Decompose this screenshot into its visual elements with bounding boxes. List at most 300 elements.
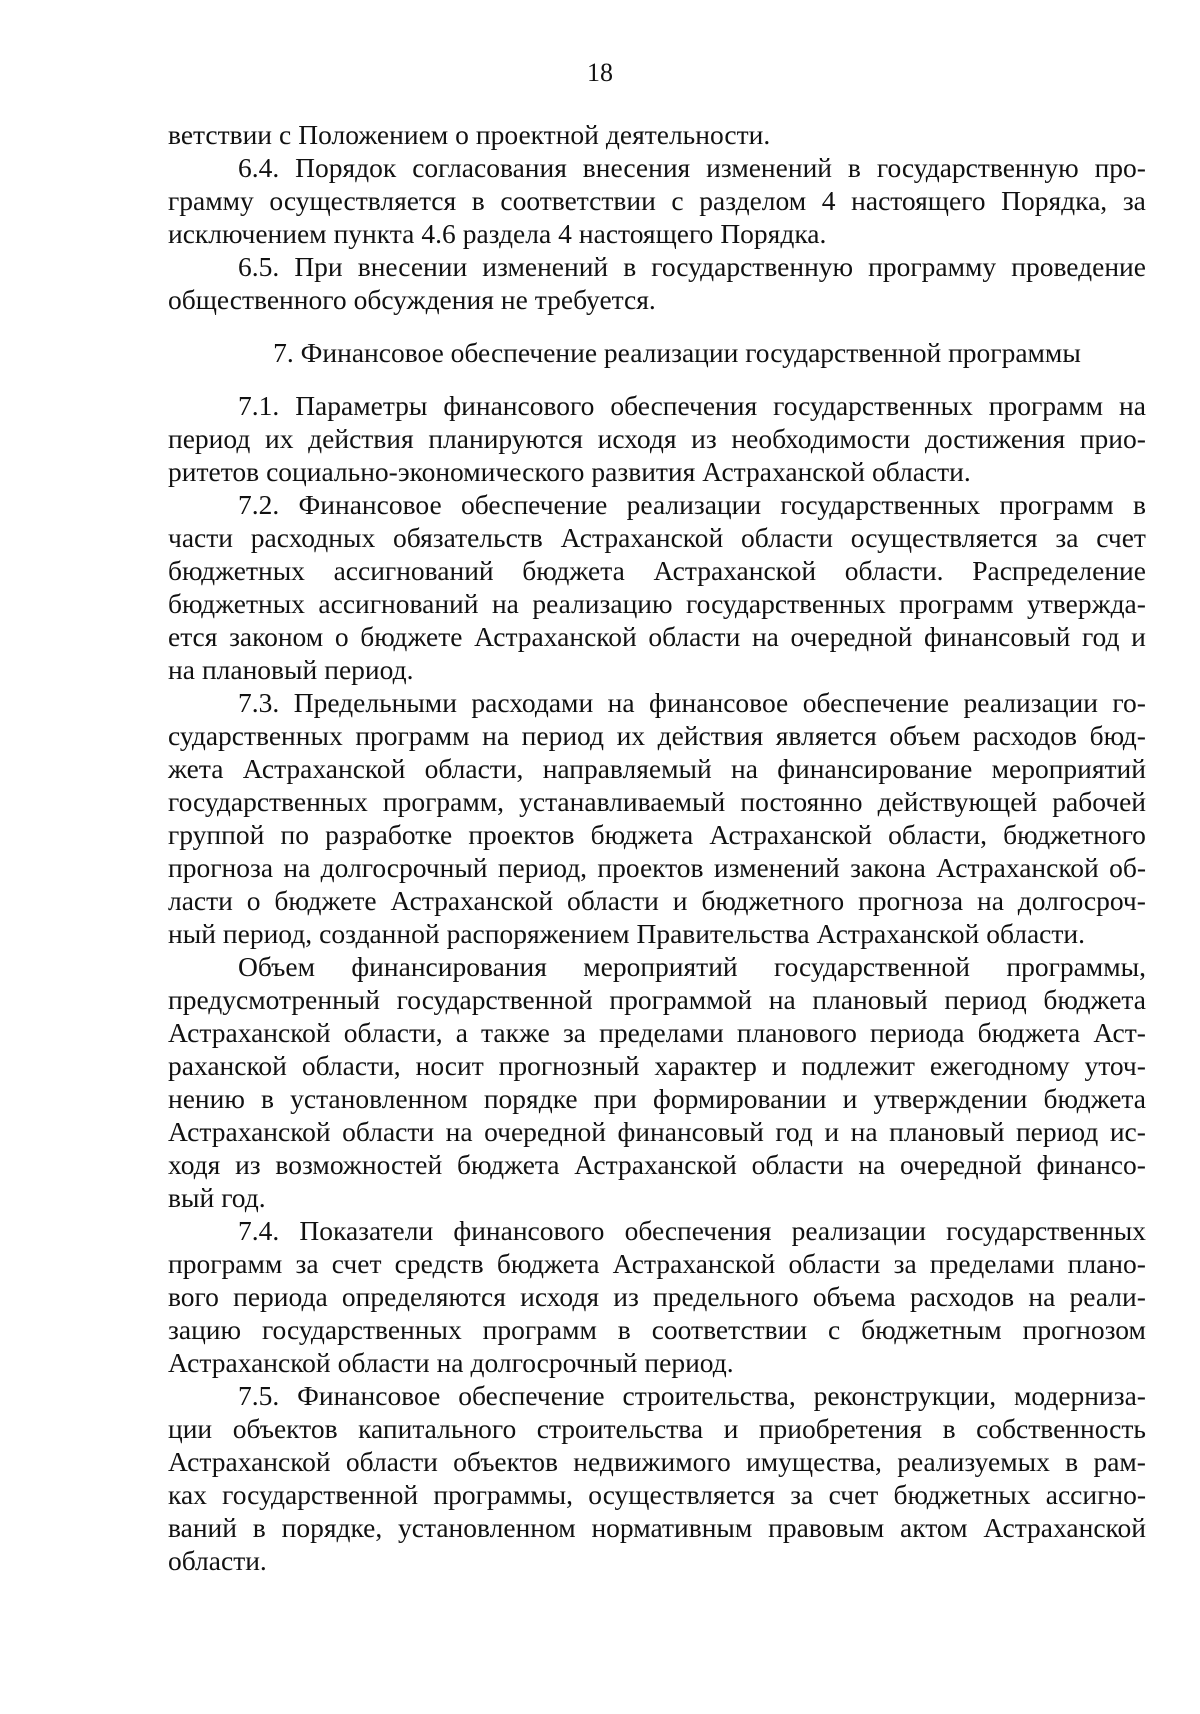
word: объем <box>889 720 961 751</box>
word: области <box>648 621 741 652</box>
word: Астраханской <box>168 1347 331 1378</box>
word: обеспечения <box>610 390 758 421</box>
text-line <box>168 1313 1146 1346</box>
word: области. <box>871 456 971 487</box>
word: государственных <box>686 588 886 619</box>
word: пункта <box>333 218 415 249</box>
word: Распределение <box>972 555 1146 586</box>
word: го- <box>1112 687 1146 718</box>
word: действия <box>657 720 764 751</box>
word: финансирование <box>777 753 973 784</box>
word: реконструкции, <box>813 1380 997 1411</box>
word: области <box>566 885 659 916</box>
word: за <box>295 1248 319 1279</box>
word: ритетов <box>168 456 260 487</box>
text-line <box>168 184 1146 217</box>
word: о <box>246 885 261 916</box>
word: Астраханской <box>390 885 554 916</box>
word: на <box>491 588 519 619</box>
word: 7.4. <box>238 1215 280 1246</box>
word: утвержда- <box>1027 588 1146 619</box>
word: 7.1. <box>238 390 280 421</box>
word: Аст- <box>1093 1017 1146 1048</box>
word: бюджета <box>496 1248 600 1279</box>
section-heading: 7. Финансовое обеспечение реализации государственной программы <box>273 337 1081 368</box>
word: жета <box>168 753 224 784</box>
word: действия <box>308 423 414 454</box>
word: на <box>436 1347 464 1378</box>
word: на <box>1028 1281 1056 1312</box>
word: характер <box>654 1050 757 1081</box>
word: проектной <box>475 119 599 150</box>
text-line <box>168 917 1146 950</box>
word: модерниза- <box>1014 1380 1146 1411</box>
word: объектов <box>232 1413 338 1444</box>
word: средств <box>394 1248 484 1279</box>
word: объектов <box>453 1446 559 1477</box>
text-line <box>168 884 1146 917</box>
word: долгосрочный <box>470 1347 638 1378</box>
word: исходя <box>520 1281 600 1312</box>
word: реализации <box>626 489 762 520</box>
word: государственных <box>780 489 981 520</box>
word: государственных <box>946 1215 1146 1246</box>
word: Астраханской <box>816 918 980 949</box>
word: распоряжением <box>446 918 630 949</box>
word: и <box>842 1083 858 1114</box>
word: и <box>723 1413 739 1444</box>
word: программы, <box>433 1479 574 1510</box>
word: из <box>613 1281 639 1312</box>
word: правовым <box>768 1512 885 1543</box>
word: строительства <box>536 1413 704 1444</box>
word: ласти <box>168 885 233 916</box>
word: бюджета <box>977 1017 1081 1048</box>
word: финансовый <box>924 621 1071 652</box>
word: бюд- <box>1089 720 1146 751</box>
word: реали- <box>1069 1281 1146 1312</box>
word: реализации <box>791 1215 926 1246</box>
word: Астраханской <box>702 456 865 487</box>
word: направляемый <box>542 753 712 784</box>
word: реализуемых <box>897 1446 1050 1477</box>
word: области <box>342 1116 435 1147</box>
word: внесении <box>357 251 468 282</box>
word: области. <box>168 1545 267 1576</box>
word: обсуждения <box>353 284 494 315</box>
word: Астраханской <box>168 1446 331 1477</box>
word: за <box>562 1017 587 1048</box>
word: проведение <box>1011 251 1146 282</box>
word: программ <box>482 1314 597 1345</box>
word: области, <box>343 1017 443 1048</box>
word: уточ- <box>1084 1050 1146 1081</box>
word: раханской <box>168 1050 287 1081</box>
word: на <box>445 1116 473 1147</box>
word: вый <box>168 1182 215 1213</box>
word: разделом <box>699 185 807 216</box>
word: их <box>265 423 294 454</box>
word: 7.2. <box>238 489 280 520</box>
word: порядке <box>483 1083 578 1114</box>
word: Предельными <box>293 687 457 718</box>
word: приобретения <box>758 1413 923 1444</box>
word: ис- <box>1109 1116 1146 1147</box>
word: в <box>847 152 861 183</box>
text-line <box>168 785 1146 818</box>
word: развития <box>591 456 696 487</box>
word: финансового <box>443 390 595 421</box>
text-line <box>168 1247 1146 1280</box>
word: области. <box>986 918 1085 949</box>
word: год. <box>221 1182 266 1213</box>
word: осуществляется <box>850 522 1038 553</box>
word: ный <box>168 918 216 949</box>
word: на <box>858 1149 886 1180</box>
word: очередной <box>484 1116 606 1147</box>
word: Астраханской <box>560 522 724 553</box>
text-line <box>168 653 1146 686</box>
word: счет <box>1096 522 1146 553</box>
word: законом <box>229 621 324 652</box>
text-line <box>168 1016 1146 1049</box>
word: ках <box>168 1479 207 1510</box>
word: Астраханской <box>168 1116 331 1147</box>
word: с <box>671 185 684 216</box>
word: финансовое <box>649 687 789 718</box>
word: очередной <box>790 621 913 652</box>
word: финансовый <box>617 1116 764 1147</box>
word: прогноза <box>168 852 274 883</box>
word: государственных <box>168 786 368 817</box>
word: государственную <box>876 152 1079 183</box>
text-line <box>168 1148 1146 1181</box>
word: Финансовое <box>297 1380 441 1411</box>
word: программ <box>899 588 1014 619</box>
word: бюджетных <box>893 1479 1031 1510</box>
word: мероприятий <box>991 753 1146 784</box>
word: программы, <box>1006 951 1146 982</box>
word: общественного <box>168 284 347 315</box>
text-line <box>168 1049 1146 1082</box>
word: обеспечения <box>624 1215 772 1246</box>
word: Астраханской <box>474 621 637 652</box>
text-line <box>168 151 1146 184</box>
word: области, <box>301 1050 401 1081</box>
word: устанавливаемый <box>519 786 726 817</box>
word: формировании <box>653 1083 827 1114</box>
text-line <box>168 554 1146 587</box>
word: очередной <box>900 1149 1022 1180</box>
word: рабочей <box>1052 786 1146 817</box>
text-line <box>168 250 1146 283</box>
word: ветствии <box>168 119 273 150</box>
word: строительства, <box>622 1380 796 1411</box>
word: группой <box>168 819 265 850</box>
word: исходя <box>597 423 677 454</box>
word: ассигно- <box>1045 1479 1146 1510</box>
word: возможностей <box>275 1149 443 1180</box>
word: зацию <box>168 1314 242 1345</box>
word: Порядка, <box>1001 185 1108 216</box>
word: вого <box>168 1281 219 1312</box>
word: грамму <box>168 185 254 216</box>
word: бюджета <box>590 819 694 850</box>
word: бюджета <box>1043 984 1146 1015</box>
word: исключением <box>168 218 327 249</box>
word: и <box>824 1116 840 1147</box>
word: в <box>261 1083 275 1114</box>
word: бюджета <box>522 555 625 586</box>
text-line <box>168 283 1146 316</box>
word: планового <box>736 1017 857 1048</box>
word: по <box>280 819 309 850</box>
word: изменений <box>482 251 609 282</box>
text-line <box>168 620 1146 653</box>
word: при <box>593 1083 637 1114</box>
word: период <box>521 720 605 751</box>
word: капитального <box>358 1413 517 1444</box>
text-line <box>168 1379 1146 1412</box>
text-line <box>168 1280 1146 1313</box>
word: нению <box>168 1083 245 1114</box>
word: на <box>482 720 510 751</box>
word: и <box>771 1050 787 1081</box>
word: ваний <box>168 1512 237 1543</box>
word: период, <box>497 852 588 883</box>
word: год <box>1081 621 1120 652</box>
word: расходами <box>471 687 594 718</box>
text-line <box>168 1511 1146 1544</box>
word: в <box>623 251 637 282</box>
word: планируются <box>428 423 583 454</box>
word: расходных <box>250 522 376 553</box>
word: области, <box>888 819 987 850</box>
word: финансового <box>453 1215 605 1246</box>
word: бюджете <box>274 885 377 916</box>
word: 7.5. <box>238 1380 280 1411</box>
word: прио- <box>1079 423 1146 454</box>
word: ежегодному <box>929 1050 1070 1081</box>
word: не <box>500 284 528 315</box>
word: Порядок <box>295 152 397 183</box>
text-line <box>168 118 1146 151</box>
text-line <box>168 1445 1146 1478</box>
word: пределами <box>929 1248 1055 1279</box>
word: настоящего <box>851 185 986 216</box>
word: на <box>607 687 635 718</box>
word: бюджета <box>1043 1083 1146 1114</box>
word: за <box>893 1248 917 1279</box>
word: из <box>235 1149 261 1180</box>
word: 4.6 <box>421 218 456 249</box>
word: Астраханской <box>168 1017 331 1048</box>
word: 7.3. <box>238 687 280 718</box>
word: Астраханской <box>936 852 1099 883</box>
word: является <box>775 720 877 751</box>
word: сударственных <box>168 720 343 751</box>
word: реализацию <box>532 588 673 619</box>
word: на <box>768 984 796 1015</box>
word: собственность <box>976 1413 1146 1444</box>
word: недвижимого <box>573 1446 731 1477</box>
word: государственной <box>396 984 593 1015</box>
word: расходов <box>909 1281 1015 1312</box>
text-line <box>168 521 1146 554</box>
word: долгосроч- <box>1017 885 1146 916</box>
text-line <box>168 851 1146 884</box>
word: рам- <box>1093 1446 1146 1477</box>
word: бюджета <box>456 1149 560 1180</box>
word: период <box>168 423 251 454</box>
word: закона <box>850 852 926 883</box>
word: необходимости <box>731 423 911 454</box>
text-line <box>168 389 1146 422</box>
word: счет <box>331 1248 382 1279</box>
text-line <box>168 488 1146 521</box>
text-line <box>168 422 1146 455</box>
word: плановый <box>889 1116 1005 1147</box>
word: в <box>617 1314 631 1345</box>
word: согласования <box>412 152 567 183</box>
text-line <box>168 1478 1146 1511</box>
word: Положением <box>298 119 449 150</box>
word: имущества, <box>746 1446 882 1477</box>
word: в <box>1133 489 1146 520</box>
word: программ, <box>382 786 505 817</box>
word: финансо- <box>1036 1149 1146 1180</box>
text-line <box>168 1115 1146 1148</box>
word: предельного <box>653 1281 799 1312</box>
word: финансирования <box>351 951 547 982</box>
word: 4 <box>821 185 836 216</box>
word: обеспечение <box>458 1380 605 1411</box>
word: Правительства <box>636 918 810 949</box>
word: Параметры <box>295 390 428 421</box>
word: реализации <box>963 687 1098 718</box>
word: пределами <box>599 1017 724 1048</box>
word: разработке <box>325 819 453 850</box>
word: расходов <box>972 720 1078 751</box>
word: ассигнований <box>318 588 479 619</box>
word: долгосрочный <box>320 852 488 883</box>
word: раздела <box>462 218 552 249</box>
word: подлежит <box>801 1050 915 1081</box>
word: проектов <box>597 852 704 883</box>
word: Астраханской <box>612 1248 776 1279</box>
word: на <box>168 654 195 685</box>
word: на <box>976 885 1004 916</box>
word: обеспечение <box>460 489 608 520</box>
word: ется <box>168 621 218 652</box>
word: бюджете <box>360 621 463 652</box>
word: социально-экономического <box>266 456 585 487</box>
text-line <box>168 455 1146 488</box>
word: Показатели <box>299 1215 434 1246</box>
text-line <box>168 686 1146 719</box>
text-line <box>168 1412 1146 1445</box>
word: на <box>1119 390 1146 421</box>
word: прогноза <box>858 885 964 916</box>
word: о <box>334 621 349 652</box>
word: государственной <box>222 1479 419 1510</box>
word: бюджетного <box>1003 819 1146 850</box>
word: программ <box>988 390 1104 421</box>
word: за <box>1055 522 1079 553</box>
word: обеспечение <box>802 687 950 718</box>
text-line <box>168 1544 1146 1577</box>
word: также <box>481 1017 550 1048</box>
word: созданной <box>319 918 440 949</box>
word: нормативным <box>591 1512 753 1543</box>
word: изменений <box>713 852 840 883</box>
text-line <box>168 1346 1146 1379</box>
text-line <box>168 217 1146 250</box>
word: объема <box>812 1281 896 1312</box>
word: осуществляется <box>588 1479 775 1510</box>
word: о <box>455 119 469 150</box>
word: мероприятий <box>583 951 738 982</box>
document-body <box>168 118 1146 1577</box>
word: программой <box>609 984 753 1015</box>
word: достижения <box>924 423 1066 454</box>
text-line <box>168 1214 1146 1247</box>
word: Астраханской <box>242 753 406 784</box>
word: государственной <box>774 951 970 982</box>
text-line <box>168 719 1146 752</box>
word: области <box>751 1149 844 1180</box>
word: год <box>775 1116 813 1147</box>
word: период <box>1015 1116 1099 1147</box>
word: области <box>337 1347 430 1378</box>
word: периода <box>233 1281 328 1312</box>
word: 6.5. <box>238 251 280 282</box>
word: осуществляется <box>269 185 457 216</box>
word: с <box>279 119 292 150</box>
word: государственную <box>651 251 854 282</box>
word: актом <box>900 1512 968 1543</box>
word: установленном <box>398 1512 576 1543</box>
word: обязательств <box>393 522 543 553</box>
word: 4 <box>558 218 572 249</box>
word: Астраханской <box>709 819 872 850</box>
word: соответствии <box>500 185 656 216</box>
word: предусмотренный <box>168 984 380 1015</box>
word: постоянно <box>740 786 863 817</box>
word: на <box>283 852 311 883</box>
word: бюджетных <box>168 588 305 619</box>
text-line <box>168 587 1146 620</box>
word: период. <box>644 1347 734 1378</box>
word: порядке, <box>281 1512 383 1543</box>
word: об- <box>1109 852 1146 883</box>
word: бюджетным <box>861 1314 1002 1345</box>
word: период, <box>222 918 313 949</box>
word: ции <box>168 1413 213 1444</box>
word: программ <box>168 1248 283 1279</box>
word: на <box>731 753 758 784</box>
word: области. <box>844 555 944 586</box>
text-line <box>168 983 1146 1016</box>
word: ходя <box>168 1149 221 1180</box>
text-line <box>168 1082 1146 1115</box>
word: и <box>1131 621 1146 652</box>
word: Порядка. <box>720 218 827 249</box>
word: программу <box>868 251 997 282</box>
word: программ <box>355 720 470 751</box>
word: плано- <box>1067 1248 1146 1279</box>
word: в <box>471 185 485 216</box>
